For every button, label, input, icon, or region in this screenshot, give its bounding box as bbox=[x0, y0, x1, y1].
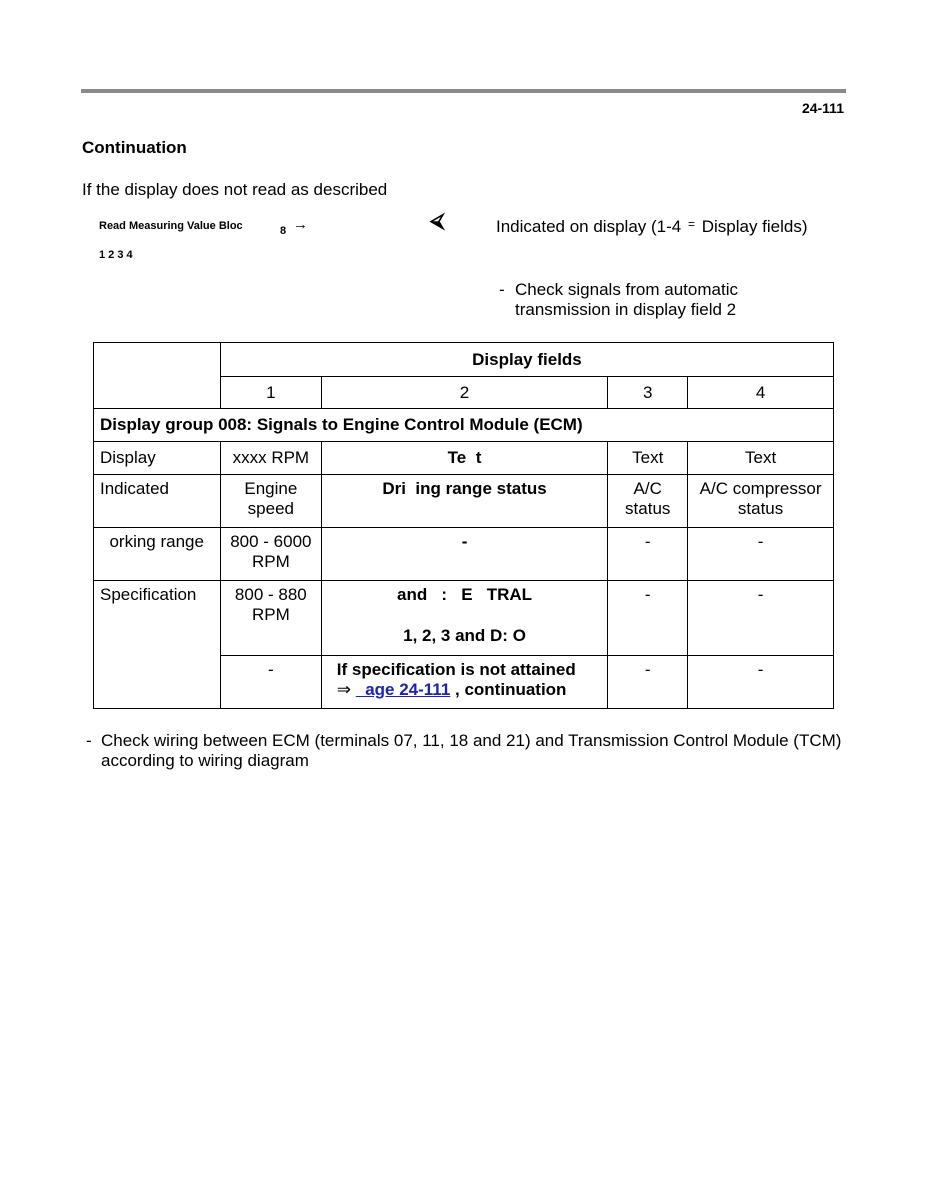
read-measuring-block bbox=[99, 216, 308, 261]
reference-arrow-icon: ⇒ bbox=[336, 680, 352, 699]
indicated-field-2: Dri ing range status bbox=[321, 475, 608, 528]
field-number: 3 bbox=[608, 377, 688, 409]
working-field-3: - bbox=[608, 528, 688, 581]
row-label-display: Display bbox=[94, 442, 221, 475]
back-arrow-icon: ⮘ bbox=[430, 210, 445, 232]
indicated-field-3: A/C status bbox=[608, 475, 688, 528]
field-number: 4 bbox=[688, 377, 834, 409]
working-field-4: - bbox=[688, 528, 834, 581]
display-fields-header: Display fields bbox=[220, 343, 833, 377]
spec-note-field-4: - bbox=[688, 656, 834, 709]
equals-sign: = bbox=[687, 217, 695, 231]
step-text: Check wiring between ECM (terminals 07, 11, 18 and 21) and Transmission Control Module (TCM) according to wiring diagram bbox=[101, 731, 842, 770]
display-field-3: Text bbox=[608, 442, 688, 475]
section-title: Continuation bbox=[82, 138, 187, 157]
step-check-signals bbox=[499, 280, 799, 320]
indicated-field-4: A/C compressor status bbox=[688, 475, 834, 528]
display-group-number: 8 bbox=[280, 225, 287, 237]
step-dash: - bbox=[499, 280, 505, 299]
step-text: Check signals from automatic transmission in display field 2 bbox=[515, 280, 738, 319]
field-number: 2 bbox=[321, 377, 608, 409]
indicated-prefix: Indicated on display (1-4 bbox=[496, 217, 682, 236]
spec-note-field-3: - bbox=[608, 656, 688, 709]
spec-note-reference bbox=[337, 680, 602, 700]
indicated-suffix: Display fields) bbox=[701, 217, 808, 236]
working-field-2: - bbox=[321, 528, 608, 581]
indicated-field-1: Engine speed bbox=[220, 475, 321, 528]
spec-note-field-2 bbox=[321, 656, 608, 709]
spec-field-1: 800 - 880 RPM bbox=[220, 581, 321, 656]
working-field-1: 800 - 6000 RPM bbox=[220, 528, 321, 581]
spec-field-3: - bbox=[608, 581, 688, 656]
display-group-title: Display group 008: Signals to Engine Control Module (ECM) bbox=[94, 409, 834, 442]
row-label-indicated: Indicated bbox=[94, 475, 221, 528]
display-field-digits: 1 2 3 4 bbox=[99, 249, 133, 261]
intro-text: If the display does not read as described bbox=[82, 180, 388, 199]
corner-cell bbox=[94, 343, 221, 409]
step-dash: - bbox=[86, 731, 92, 750]
spec-note-line: If specification is not attained bbox=[336, 660, 576, 679]
indicated-note bbox=[496, 214, 826, 237]
spec-note-suffix: , continuation bbox=[455, 680, 567, 699]
spec-field-2 bbox=[321, 581, 608, 656]
row-label-working-range: orking range bbox=[94, 528, 221, 581]
spec-line-2: 1, 2, 3 and D: O bbox=[403, 626, 526, 645]
read-block-label: Read Measuring Value Bloc bbox=[99, 220, 243, 232]
display-field-2: Te t bbox=[321, 442, 608, 475]
row-label-specification: Specification bbox=[94, 581, 221, 709]
page-number: 24-111 bbox=[801, 100, 844, 116]
spec-note-field-1: - bbox=[220, 656, 321, 709]
spec-field-4: - bbox=[688, 581, 834, 656]
spec-line-1: and : E TRAL bbox=[396, 585, 533, 604]
header-rule bbox=[81, 89, 846, 93]
step-check-wiring bbox=[86, 731, 846, 771]
arrow-right-icon: → bbox=[293, 216, 308, 233]
display-field-1: xxxx RPM bbox=[220, 442, 321, 475]
display-group-table bbox=[93, 342, 834, 709]
display-field-4: Text bbox=[688, 442, 834, 475]
field-number: 1 bbox=[220, 377, 321, 409]
page-reference-link[interactable]: age 24-111 bbox=[355, 680, 451, 699]
